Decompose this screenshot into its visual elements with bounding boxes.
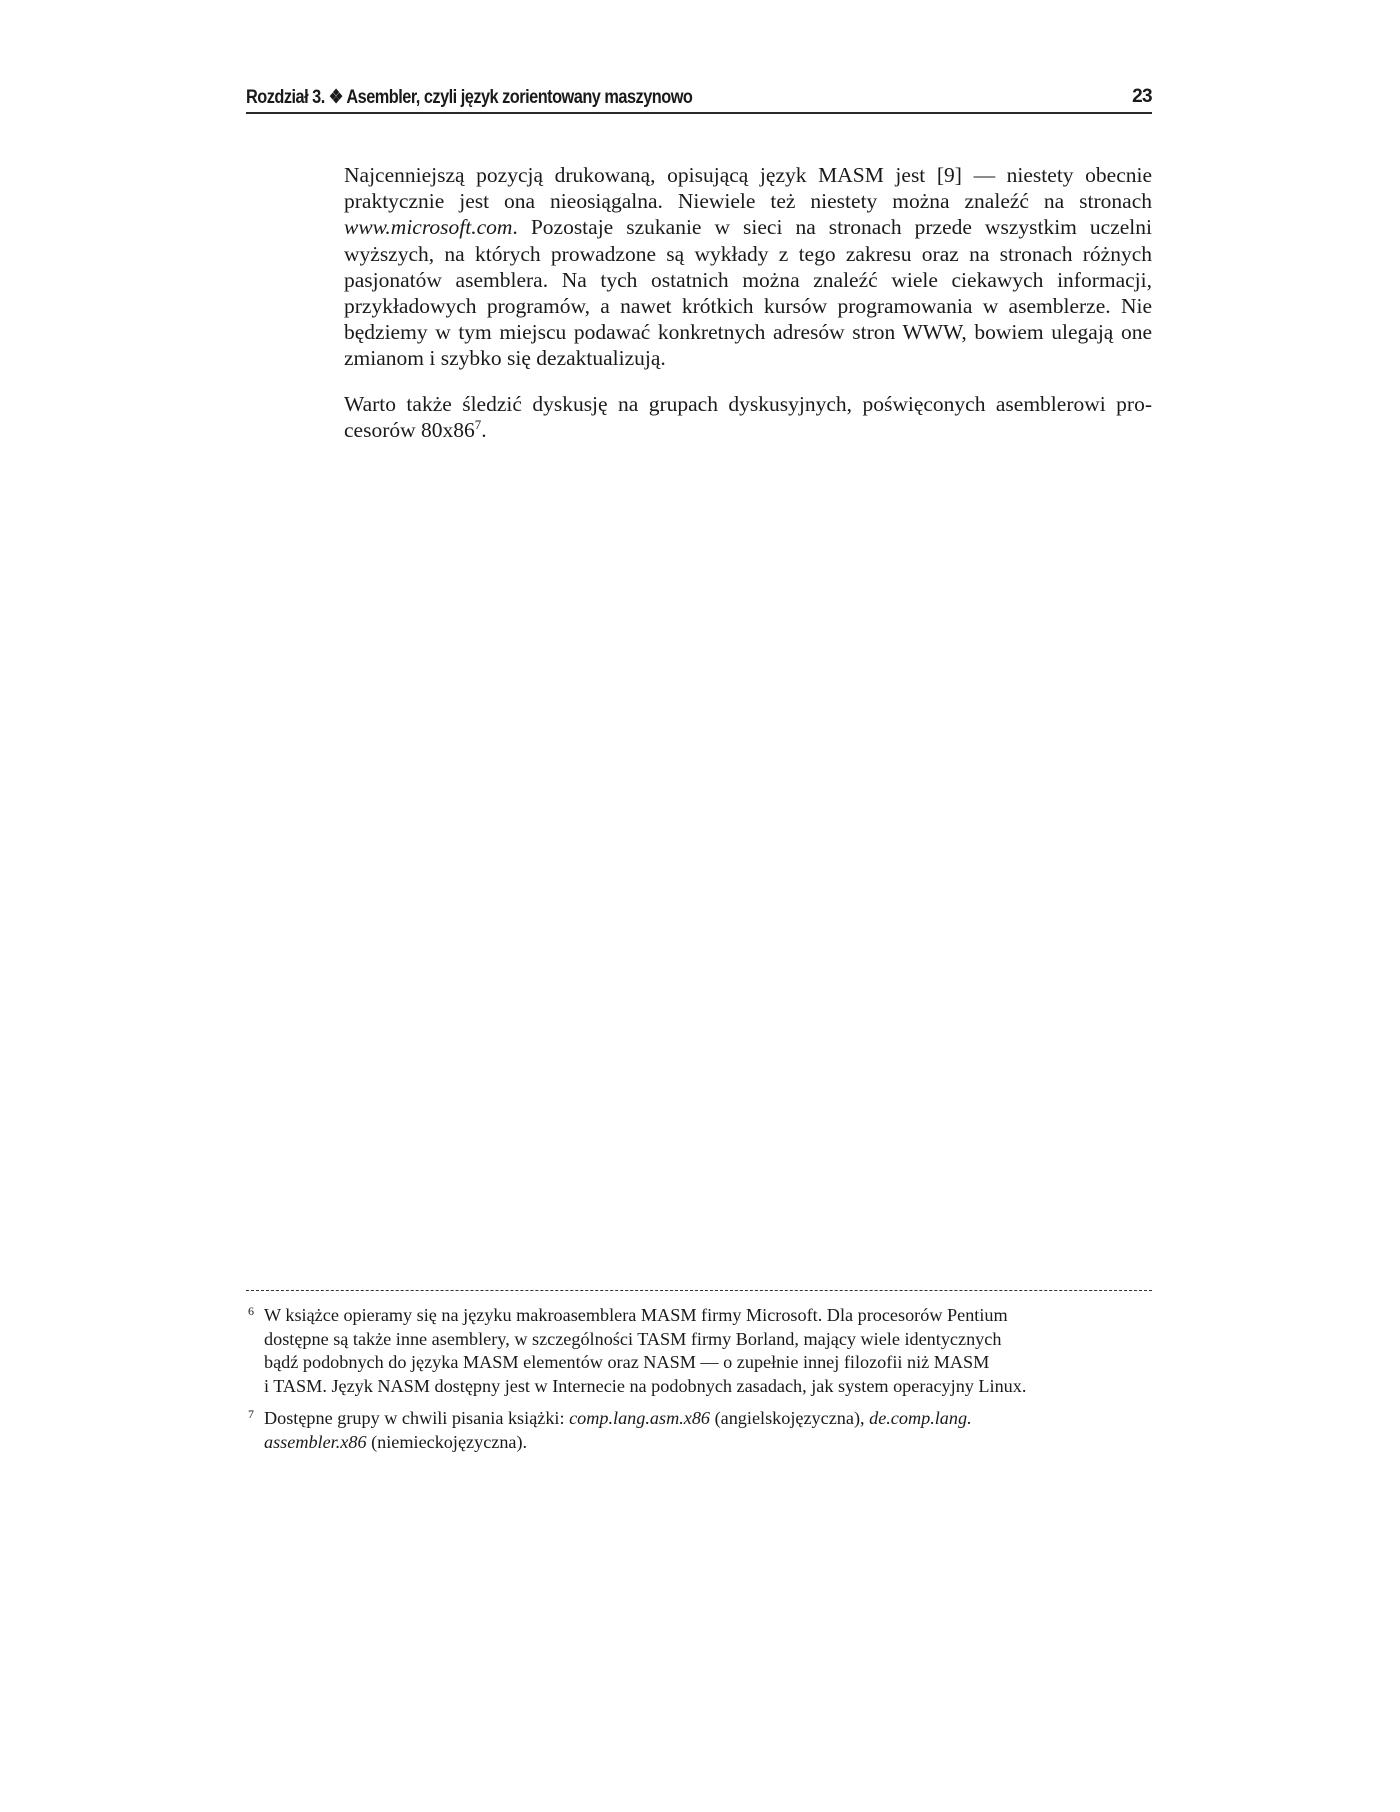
paragraph-discussion-groups [344, 391, 1152, 443]
page-number: 23 [1132, 86, 1152, 107]
footnote-number: 7 [248, 1407, 254, 1421]
ornament-separator: ❖ [328, 87, 343, 108]
footnote-text: Dostępne grupy w chwili pisania książki: [264, 1408, 570, 1428]
paragraph-text: Najcenniejszą pozycją drukowaną, opisującą język MASM jest [9] — niestety obecnie praktycznie jest ona nieosiągalna. Niewiele też niestety można znaleźć na stronach [344, 163, 1152, 214]
footnote-line: bądź podobnych do języka MASM elementów oraz NASM — o zupełnie innej filozofii niż MASM [264, 1352, 990, 1372]
newsgroup-name: assembler.x86 [264, 1431, 367, 1452]
footnote-text: (angielskojęzyczna), [710, 1408, 870, 1428]
paragraph-text: . [481, 417, 487, 442]
main-text [344, 162, 1152, 462]
footnote-divider [246, 1290, 1152, 1291]
running-header [246, 84, 1152, 114]
footnote-line: dostępne są także inne asemblery, w szczególności TASM firmy Borland, mający wiele identycznych [264, 1328, 1002, 1349]
footnote-line: i TASM. Język NASM dostępny jest w Internecie na podobnych zasadach, jak system operacyjny Linux. [264, 1375, 1027, 1396]
chapter-number: Rozdział 3. [246, 87, 325, 108]
footnote-6 [246, 1304, 1152, 1398]
footnote-line: W książce opieramy się na języku makroasemblera MASM firmy Microsoft. Dla procesorów Pentium [264, 1305, 1008, 1325]
chapter-title: Asembler, czyli język zorientowany maszynowo [346, 87, 693, 108]
footnotes [246, 1304, 1152, 1463]
footnote-reference: 7 [474, 417, 482, 432]
footnote-7 [246, 1407, 1152, 1454]
footnote-text: (niemieckojęzyczna). [366, 1431, 528, 1452]
paragraph-text: Warto także śledzić dyskusję na grupach dyskusyjnych, poświęconych asemblerowi procesorów 80x86 [344, 391, 1152, 442]
website-link: www.microsoft.com [344, 215, 513, 240]
newsgroup-name: de.comp.lang. [869, 1408, 972, 1428]
newsgroup-name: comp.lang.asm.x86 [569, 1408, 711, 1428]
paragraph-masm-sources [344, 162, 1152, 372]
paragraph-text: . Pozostaje szukanie w sieci na stronach przede wszystkim uczelni wyższych, na których prowadzone są wykłady z tego zakresu oraz na stronach różnych pasjonatów asemblera. Na tych ostatnich można znaleźć wiele ciekawych informacji, przykładowych programów, a nawet krótkich kursów programowania w asemblerze. Nie będziemy w tym miejscu podawać konkretnych adresów stron WWW, bowiem ulegają one zmianom i szybko się dezaktualizują. [344, 215, 1152, 371]
chapter-heading [246, 86, 692, 109]
footnote-number: 6 [248, 1304, 254, 1318]
